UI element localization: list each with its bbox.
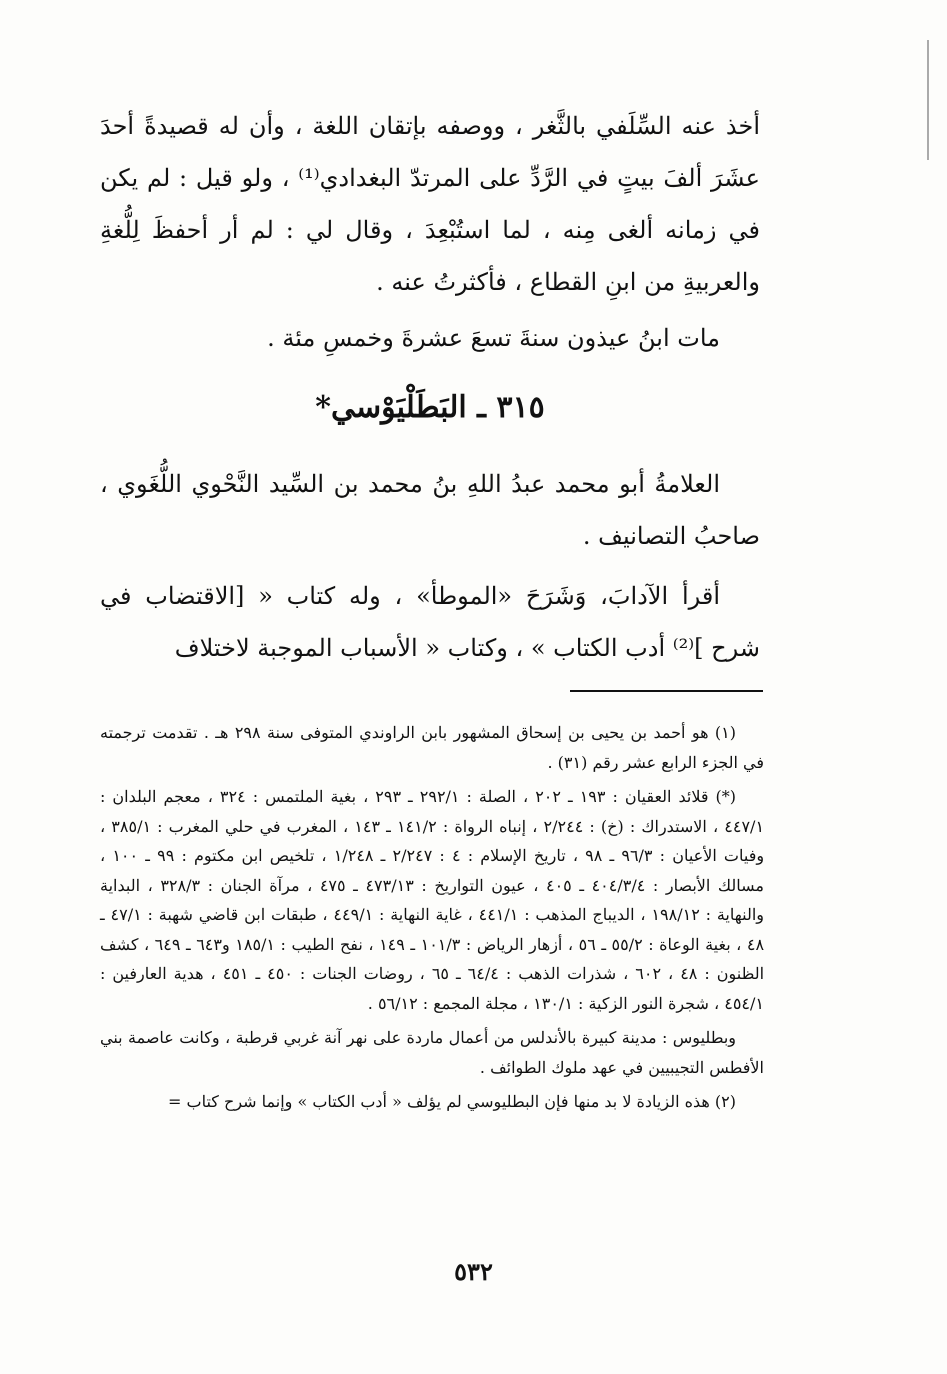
page-number: ٥٣٢ [454, 1257, 493, 1286]
paragraph-works: أقرأ الآدابَ، وَشَرَحَ «الموطأ» ، وله كتاب « [الاقتضاب في شرح ]⁽²⁾ أدب الكتاب » ، وكتاب « الأسباب الموجبة لاختلاف [100, 582, 760, 662]
footnote-divider [570, 690, 763, 692]
footnote-1: (١) هو أحمد بن يحيى بن إسحاق المشهور بابن الراوندي المتوفى سنة ٢٩٨ هـ . تقدمت ترجمته في الجزء الرابع عشر رقم (٣١) . [100, 723, 764, 772]
paragraph-death: مات ابنُ عيذون سنةَ تسعَ عشرةَ وخمسِ مئة . [267, 324, 720, 352]
main-text-top [100, 100, 760, 364]
footnotes [100, 718, 764, 1122]
scan-edge-shadow [927, 40, 929, 160]
entry-heading: ٣١٥ ـ البَطَلْيَوْسي* [315, 390, 545, 425]
footnote-badajoz: وبطليوس : مدينة كبيرة بالأندلس من أعمال ماردة على نهر آنة غربي قرطبة ، وكانت عاصمة بني الأفطس التجيبيين في عهد ملوك الطوائف . [100, 1028, 764, 1077]
footnote-sources: (*) قلائد العقيان : ١٩٣ ـ ٢٠٢ ، الصلة : ٢٩٢/١ ـ ٢٩٣ ، بغية الملتمس : ٣٢٤ ، معجم البلدان : ٤٤٧/١ ، الاستدراك : (خ) : ٢/٢٤٤ ، إنباه الرواة : ١٤١/٢ ـ ١٤٣ ، المغرب في حلي المغرب : ٣٨٥/١ ، وفيات الأعيان : ٩٦/٣ ـ ٩٨ ، تاريخ الإسلام : ٤ : ٢/٢٤٧ ـ ١/٢٤٨ ، تلخيص ابن مكتوم : ٩٩ ـ ١٠٠ ، مسالك الأبصار : ٤٠٤/٣/٤ ـ ٤٠٥ ، عيون التواريخ : ٤٧٣/١٣ ـ ٤٧٥ ، مرآة الجنان : ٣٢٨/٣ ، البداية والنهاية : ١٩٨/١٢ ، الديباج المذهب : ٤٤١/١ ، غاية النهاية : ٤٤٩/١ ، طبقات ابن قاضي شهبة : ٤٧/١ ـ ٤٨ ، بغية الوعاة : ٥٥/٢ ـ ٥٦ ، أزهار الرياض : ١٠١/٣ ـ ١٤٩ ، نفح الطيب : ١٨٥/١ و٦٤٣ ـ ٦٤٩ ، كشف الظنون : ٤٨ ، ٦٠٢ ، شذرات الذهب : ٦٤/٤ ـ ٦٥ ، روضات الجنات : ٤٥٠ ـ ٤٥١ ، هدية العارفين : ٤٥٤/١ ، شجرة النور الزكية : ١٣٠/١ ، مجلة المجمع : ٥٦/١٢ . [100, 787, 765, 1013]
main-text-entry [100, 458, 760, 674]
paragraph-narration: أخذ عنه السِّلَفي بالثَّغر ، ووصفه بإتقان اللغة ، وأن له قصيدةً أحدَ عشَرَ ألفَ بيتٍ في الرَّدِّ على المرتدّ البغدادي⁽¹⁾ ، ولو قيل : لم يكن في زمانه ألغى مِنه ، لما استُبْعِدَ ، وقال لي : لم أر أحفظَ لِلُّغةِ والعربيةِ من ابنِ القطاع ، فأكثرتُ عنه . [100, 112, 760, 296]
paragraph-title-of-scholar: العلامةُ أبو محمد عبدُ اللهِ بنُ محمد بن السِّيد النَّحْوي اللُّغَوي ، صاحبُ التصانيف . [100, 470, 760, 550]
footnote-2: (٢) هذه الزيادة لا بد منها فإن البطليوسي لم يؤلف « أدب الكتاب » وإنما شرح كتاب = [168, 1092, 736, 1111]
